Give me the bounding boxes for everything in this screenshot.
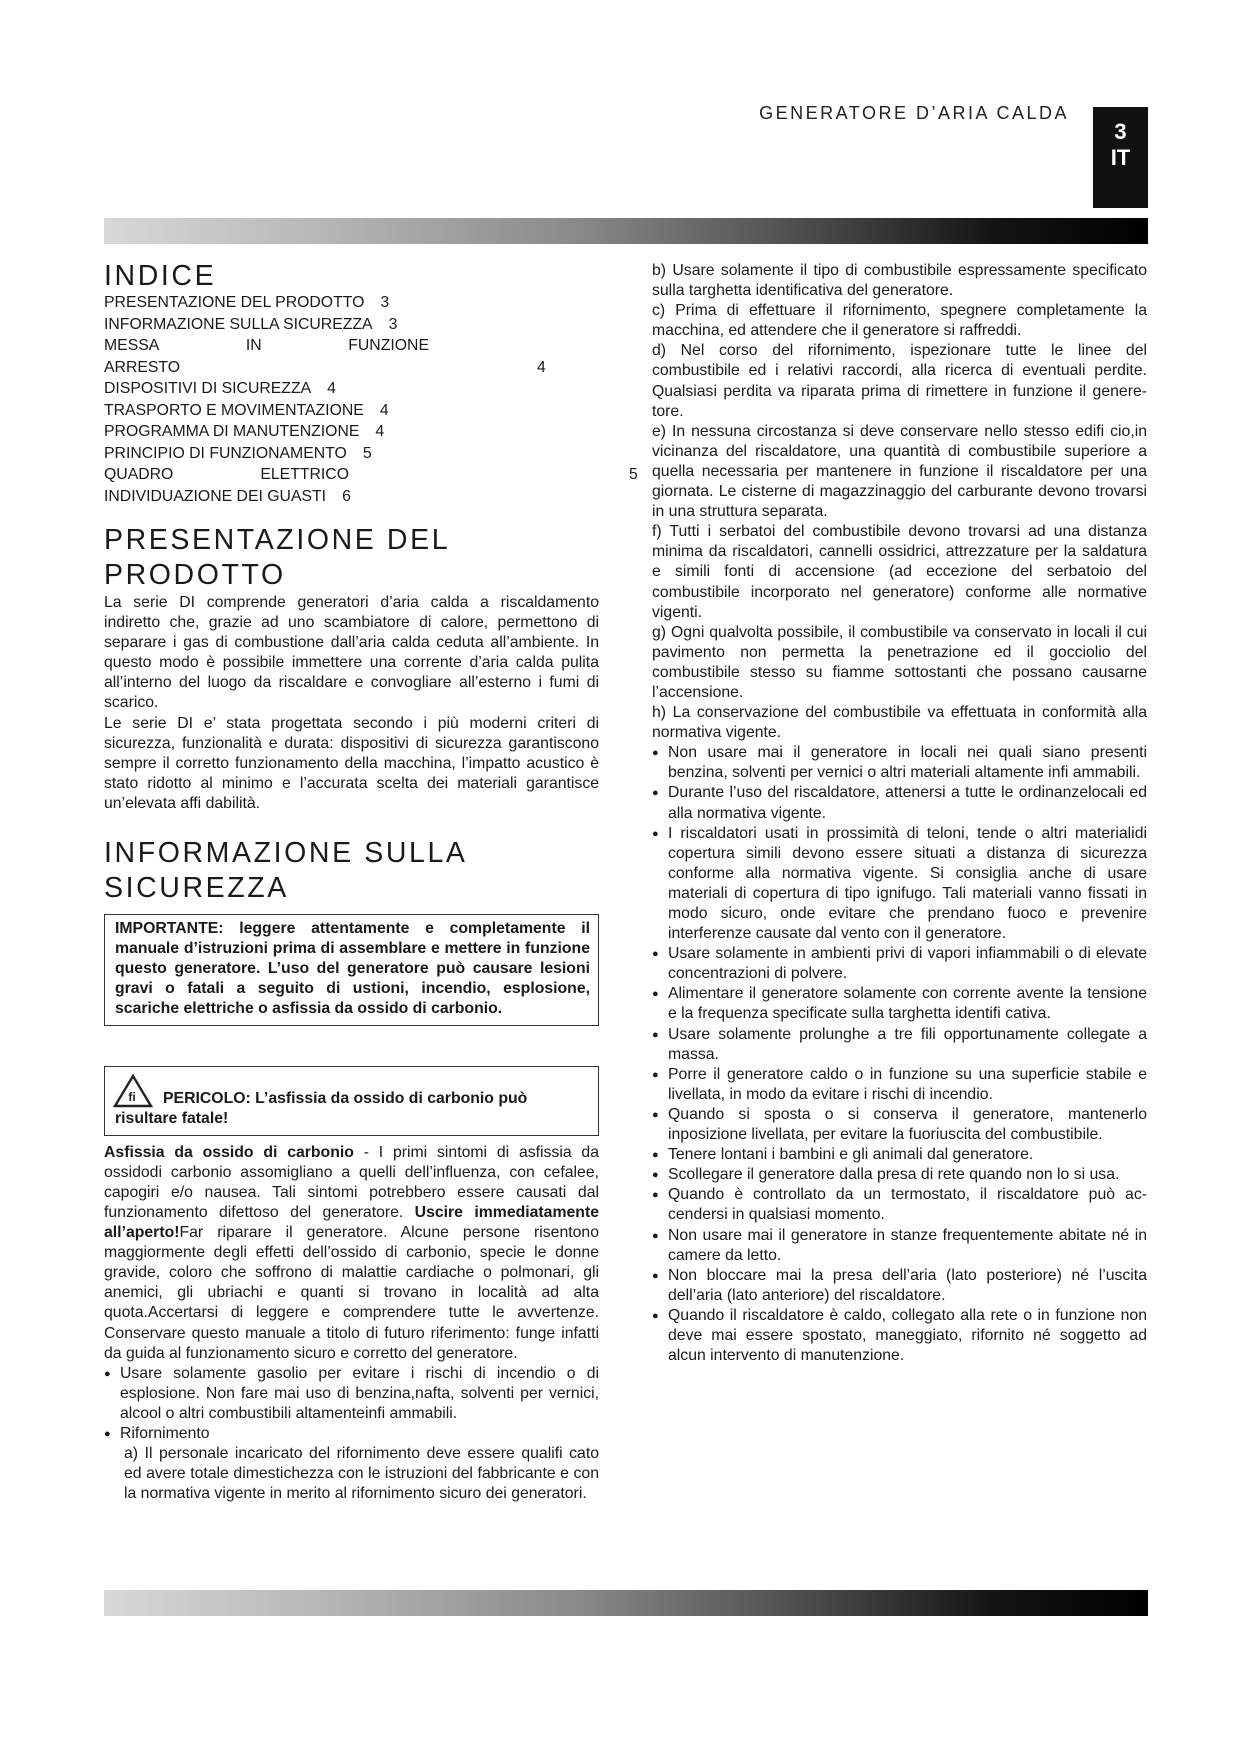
language-code: IT (1110, 145, 1131, 170)
toc-item[interactable]: MESSA IN FUNZIONE ARRESTO 4 (104, 337, 546, 376)
toc-item[interactable]: QUADRO ELETTRICO 5 (104, 466, 638, 483)
list-item: f) Tutti i serbatoi del combustibile devono trovarsi ad una distanza minima da riscaldatori, cannelli ossidrici, attrezzature per la saldatura e simili fonti di accensione (ad eccezione del serbatoio del combustibile incorporato nel generatore) conforme alle normative vigenti. (652, 523, 1147, 621)
toc-item[interactable]: DISPOSITIVI DI SICUREZZA 4 (104, 380, 336, 397)
list-item: ● Porre il generatore caldo o in funzione su una superficie stabile e livellata, in modo da evitare i rischi di incendio. (652, 1065, 1147, 1105)
bottom-gradient-band (104, 1590, 1148, 1616)
table-of-contents (104, 292, 638, 507)
list-item: ● I riscaldatori usati in prossimità di teloni, tende o altri materialidi copertura simili devono essere situati a distanza di sicurezza conforme alla normativa vigente. Si consiglia anche di usare materiali di copertura di tipo ignifugo. Tali materiali vanno fissati in modo sicuro, onde evitare che prendano fuoco e prevenire interferenze causate dal vento con il generatore. (652, 824, 1147, 945)
left-column (104, 259, 638, 1504)
list-item: ● Alimentare il generatore solamente con corrente avente la tensione e la frequenza specificate sulla targhetta identifi cativa. (652, 984, 1147, 1024)
running-header-title: GENERATORE D’ARIA CALDA (759, 103, 1069, 123)
refuel-sublist (104, 1444, 599, 1504)
toc-item[interactable]: PROGRAMMA DI MANUTENZIONE 4 (104, 423, 385, 440)
section-heading-sicurezza: INFORMAZIONE SULLA SICUREZZA (104, 837, 466, 905)
toc-item[interactable]: PRINCIPIO DI FUNZIONAMENTO 5 (104, 444, 372, 462)
list-item: ● Usare solamente prolunghe a tre fili opportunamente collegate a massa. (652, 1025, 1147, 1065)
list-item: ● Non bloccare mai la presa dell’aria (lato posteriore) né l’uscita dell’aria (lato anteriore) del riscaldatore. (652, 1266, 1147, 1306)
right-column (652, 261, 1147, 1366)
svg-text:fi: fi (128, 1089, 136, 1104)
top-gradient-band (104, 218, 1148, 244)
toc-item[interactable]: TRASPORTO E MOVIMENTAZIONE 4 (104, 401, 389, 419)
list-item: ● Quando il riscaldatore è caldo, collegato alla rete o in funzione non deve mai essere spostato, maneggiato, rifornito né soggetto ad alcun intervento di manutenzione. (652, 1306, 1147, 1366)
list-item: ● Durante l’uso del riscaldatore, attenersi a tutte le ordinanzelocali ed alla normativa vigente. (652, 783, 1147, 823)
list-item: c) Prima di effettuare il rifornimento, spegnere completamente la macchina, ed attendere che il generatore si raffreddi. (652, 302, 1147, 340)
toc-item[interactable]: INDIVIDUAZIONE DEI GUASTI 6 (104, 487, 351, 505)
list-item: d) Nel corso del rifornimento, ispezionare tutte le linee del combustibile ed i relativi raccordi, alla ricerca di eventuali perdite. Qualsiasi perdita va riparata prima di rimettere in funzione il generetore. (652, 342, 1147, 420)
list-item: ● Usare solamente gasolio per evitare i rischi di incendio o di esplosione. Non fare mai uso di benzina,nafta, solventi per vernici, alcool o altri combustibili altamenteinfi ammabili. (104, 1364, 599, 1424)
paragraph: La serie DI comprende generatori d’aria calda a riscaldamento indiretto che, grazie ad uno scambiatore di calore, permettono di separare i gas di combustione dall’aria calda ceduta all’ambiente. In questo modo è possibile immettere una corrente d’aria calda pulita all’interno del luogo da riscaldare e convogliare all’esterno i fumi di scarico. (104, 594, 599, 712)
list-item: ● Non usare mai il generatore in locali nei quali siano presenti benzina, solventi per vernici o altri materiali altamente infi ammabili. (652, 743, 1147, 783)
paragraph: Le serie DI e’ stata progettata secondo i più moderni criteri di sicurezza, funzionalità e durata: dispositivi di sicurezza garantiscono sempre il corretto funzionamento della macchina, l’impatto acustico è stato ridotto al minimo e l’accurata scelta dei materiali garantisce un’elevata affi dabilità. (104, 714, 599, 812)
warning-triangle-icon (113, 1074, 153, 1108)
danger-warning-box (104, 1066, 599, 1136)
list-item: ● Quando si sposta o si conserva il generatore, mantenerlo inposizione livellata, per evitare la fuoriuscita del combustibile. (652, 1105, 1147, 1145)
danger-text: PERICOLO: L’asfissia da ossido di carbonio può risultare fatale! (115, 1089, 528, 1127)
toc-heading: INDICE (104, 260, 217, 292)
list-item: ● Tenere lontani i bambini e gli animali dal generatore. (652, 1145, 1147, 1165)
list-item: ● Quando è controllato da un termostato, il riscaldatore può accendersi in qualsiasi momento. (652, 1185, 1147, 1225)
bullet-list (104, 1364, 599, 1444)
list-item: h) La conservazione del combustibile va effettuata in conformità alla normativa vigente. (652, 704, 1147, 742)
important-notice-box: IMPORTANTE: leggere attentamente e completamente il manuale d’istruzioni prima di assemblare e mettere in funzione questo generatore. L’uso del generatore può causare lesioni gravi o fatali a seguito di ustioni, incendio, esplosione, scariche elettriche o asfissia da ossido di carbonio. (104, 914, 599, 1025)
list-item: a) Il personale incaricato del rifornimento deve essere qualifi cato ed avere totale dimestichezza con le istruzioni del fabbricante e con la normativa vigente in merito al rifornimento sicuro dei generatori. (124, 1445, 599, 1503)
bullet-list (652, 743, 1147, 1366)
list-item: e) In nessuna circostanza si deve conservare nello stesso edifi cio,in vicinanza del riscaldatore, una quantità di combustibile superiore a quella necessaria per mantenere in funzione il riscaldatore per una giornata. Le cisterne di magazzinaggio del carburante devono trovarsi in una struttura separata. (652, 422, 1147, 521)
list-item: ● Non usare mai il generatore in stanze frequentemente abitate né in camere da letto. (652, 1226, 1147, 1266)
page-number: 3 (1114, 119, 1127, 144)
page-number-tab (1093, 107, 1148, 208)
paragraph: Asfissia da ossido di carbonio - I primi sintomi di asfissia da ossidodi carbonio assomigliano a quelli dell’influenza, con cefalee, capogiri e/o nausea. Tali sintomi potrebbero essere causati dal funzionamento difettoso del generatore. Uscire immediatamente all’aperto!Far riparare il generatore. Alcune persone risentono maggiormente degli effetti dell’ossido di carbonio, specie le donne gravide, coloro che soffrono di malattie cardiache o polmonari, gli anemici, gli ubriachi e quanti si trovano in località ad alta quota.Accertarsi di leggere e comprendere tutte le avvertenze. Conservare questo manuale a titolo di futuro riferimento: funge infatti da guida al funzionamento sicuro e corretto del generatore. (104, 1143, 599, 1362)
list-item: ● Usare solamente in ambienti privi di vapori infiammabili o di elevate concentrazioni di polvere. (652, 944, 1147, 984)
list-item: b) Usare solamente il tipo di combustibile espressamente specificato sulla targhetta identificativa del generatore. (652, 262, 1147, 300)
list-item: ● Scollegare il generatore dalla presa di rete quando non lo si usa. (652, 1165, 1147, 1185)
toc-item[interactable]: INFORMAZIONE SULLA SICUREZZA 3 (104, 315, 398, 333)
list-item: ● Rifornimento (104, 1424, 599, 1444)
toc-item[interactable]: PRESENTAZIONE DEL PRODOTTO 3 (104, 294, 390, 311)
section-heading-presentazione: PRESENTAZIONE DEL PRODOTTO (104, 524, 450, 591)
list-item: g) Ogni qualvolta possibile, il combustibile va conservato in locali il cui pavimento non permetta la penetrazione ed il gocciolio del combustibile stesso su fiamme sottostanti che possano causarne l’accensione. (652, 623, 1147, 701)
